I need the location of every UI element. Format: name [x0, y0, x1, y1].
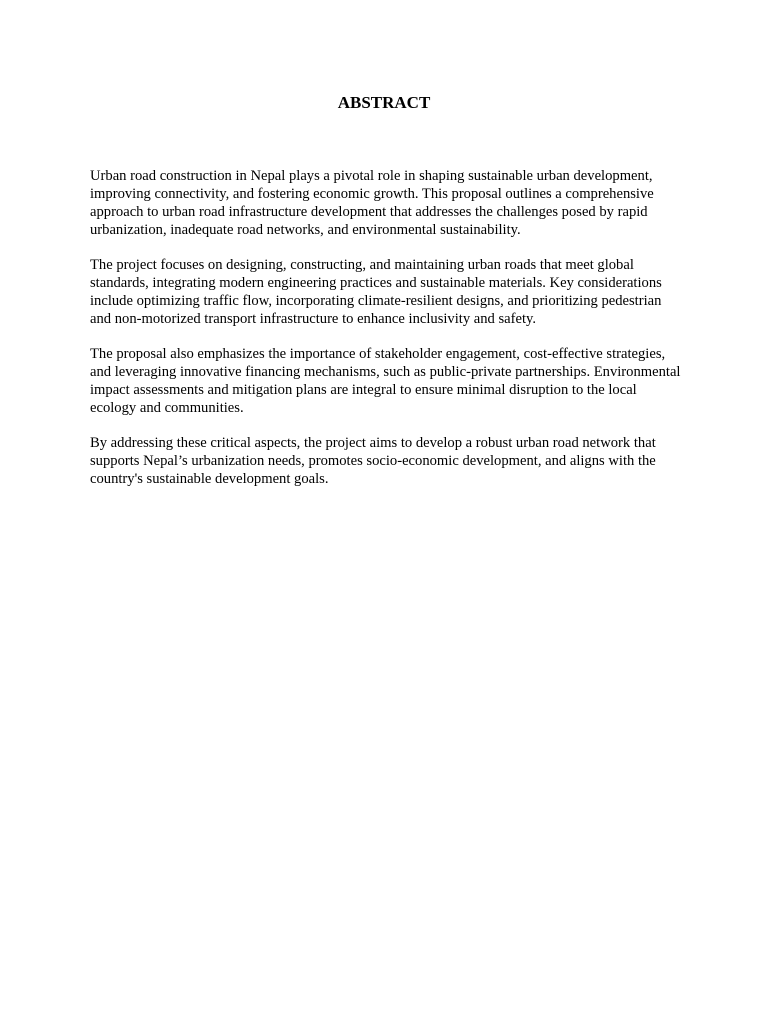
- abstract-body: [90, 167, 685, 505]
- abstract-paragraph-1: Urban road construction in Nepal plays a pivotal role in shaping sustainable urban development, improving connectivity, and fostering economic growth. This proposal outlines a comprehensive approach to urban road infrastructure development that addresses the challenges posed by rapid urbanization, inadequate road networks, and environmental sustainability.: [90, 168, 654, 238]
- page-title: ABSTRACT: [337, 93, 431, 112]
- abstract-paragraph-2: The project focuses on designing, constructing, and maintaining urban roads that meet global standards, integrating modern engineering practices and sustainable materials. Key considerations include optimizing traffic flow, incorporating climate-resilient designs, and prioritizing pedestrian and non-motorized transport infrastructure to enhance inclusivity and safety.: [90, 257, 662, 327]
- abstract-paragraph-3: The proposal also emphasizes the importance of stakeholder engagement, cost-effective strategies, and leveraging innovative financing mechanisms, such as public-private partnerships. Environmental impact assessments and mitigation plans are integral to ensure minimal disruption to the local ecology and communities.: [90, 346, 681, 416]
- abstract-paragraph-4: By addressing these critical aspects, the project aims to develop a robust urban road network that supports Nepal’s urbanization needs, promotes socio-economic development, and aligns with the country's sustainable development goals.: [90, 435, 656, 487]
